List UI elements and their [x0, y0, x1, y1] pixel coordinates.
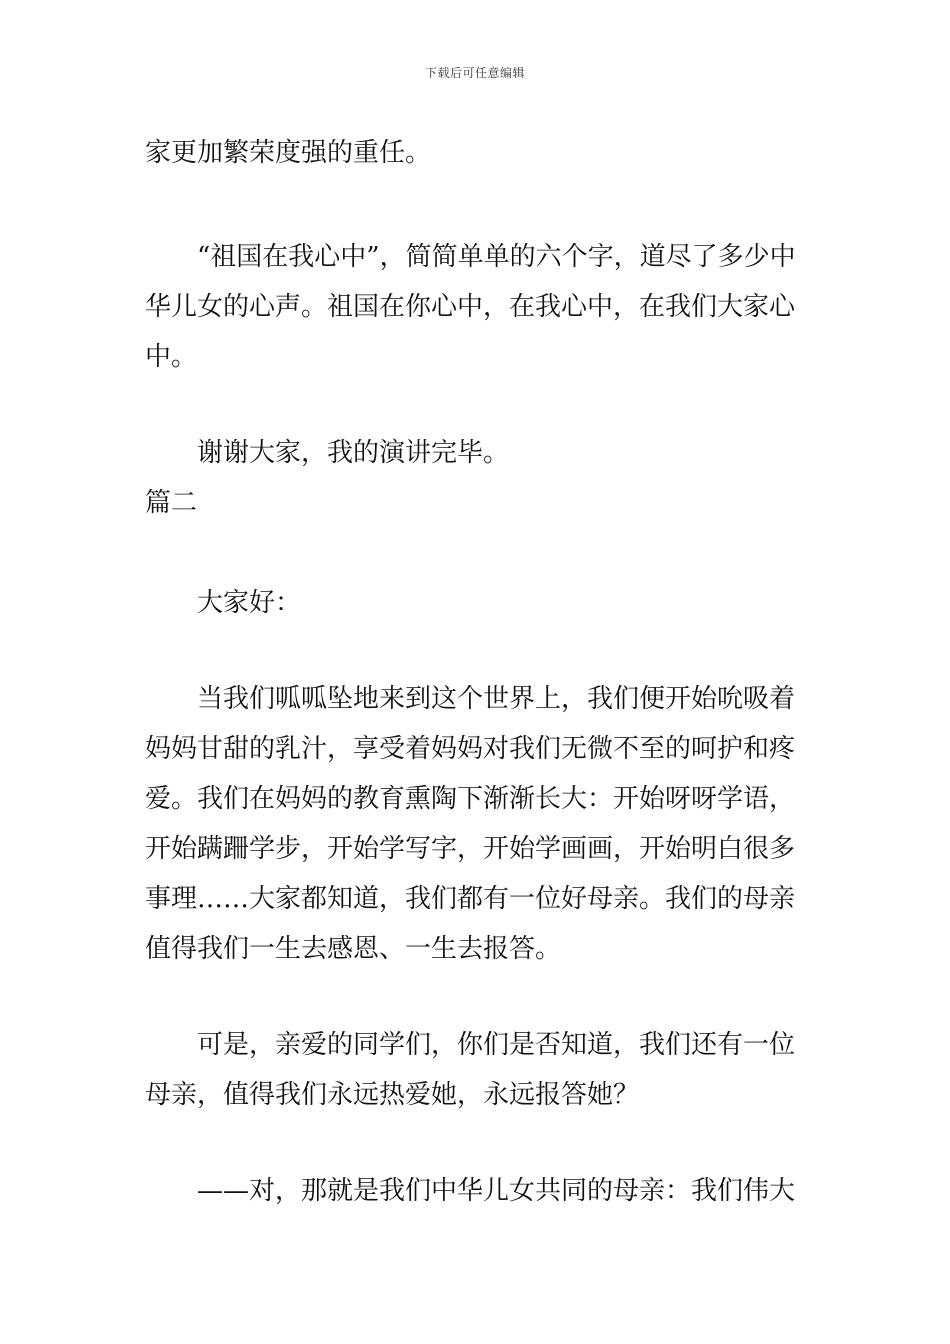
section-heading-part-two: 篇二	[145, 488, 198, 518]
paragraph-continuation: 家更加繁荣度强的重任。	[145, 138, 432, 168]
paragraph-another-mother: 可是，亲爱的同学们，你们是否知道，我们还有一位母亲，值得我们永远热爱她，永远报答她？	[145, 1030, 796, 1110]
paragraph-mother-love: 当我们呱呱坠地来到这个世界上，我们便开始吮吸着妈妈甘甜的乳汁，享受着妈妈对我们无微不至的呵护和疼爱。我们在妈妈的教育熏陶下渐渐长大：开始呀呀学语，开始蹒跚学步，开始学写字，开始学画画，开始明白很多事理……大家都知道，我们都有一位好母亲。我们的母亲值得我们一生去感恩、一生去报答。	[145, 684, 796, 964]
paragraph-thanks: 谢谢大家，我的演讲完毕。	[197, 438, 510, 468]
paragraph-motherland-in-heart: “祖国在我心中”，简简单单的六个字，道尽了多少中华儿女的心声。祖国在你心中，在我心中，在我们大家心中。	[145, 242, 796, 372]
page-header: 下载后可任意编辑	[424, 66, 525, 80]
document-body	[145, 128, 810, 1216]
paragraph-greeting: 大家好：	[197, 588, 302, 618]
paragraph-great-motherland: ——对，那就是我们中华儿女共同的母亲：我们伟大	[197, 1176, 796, 1206]
